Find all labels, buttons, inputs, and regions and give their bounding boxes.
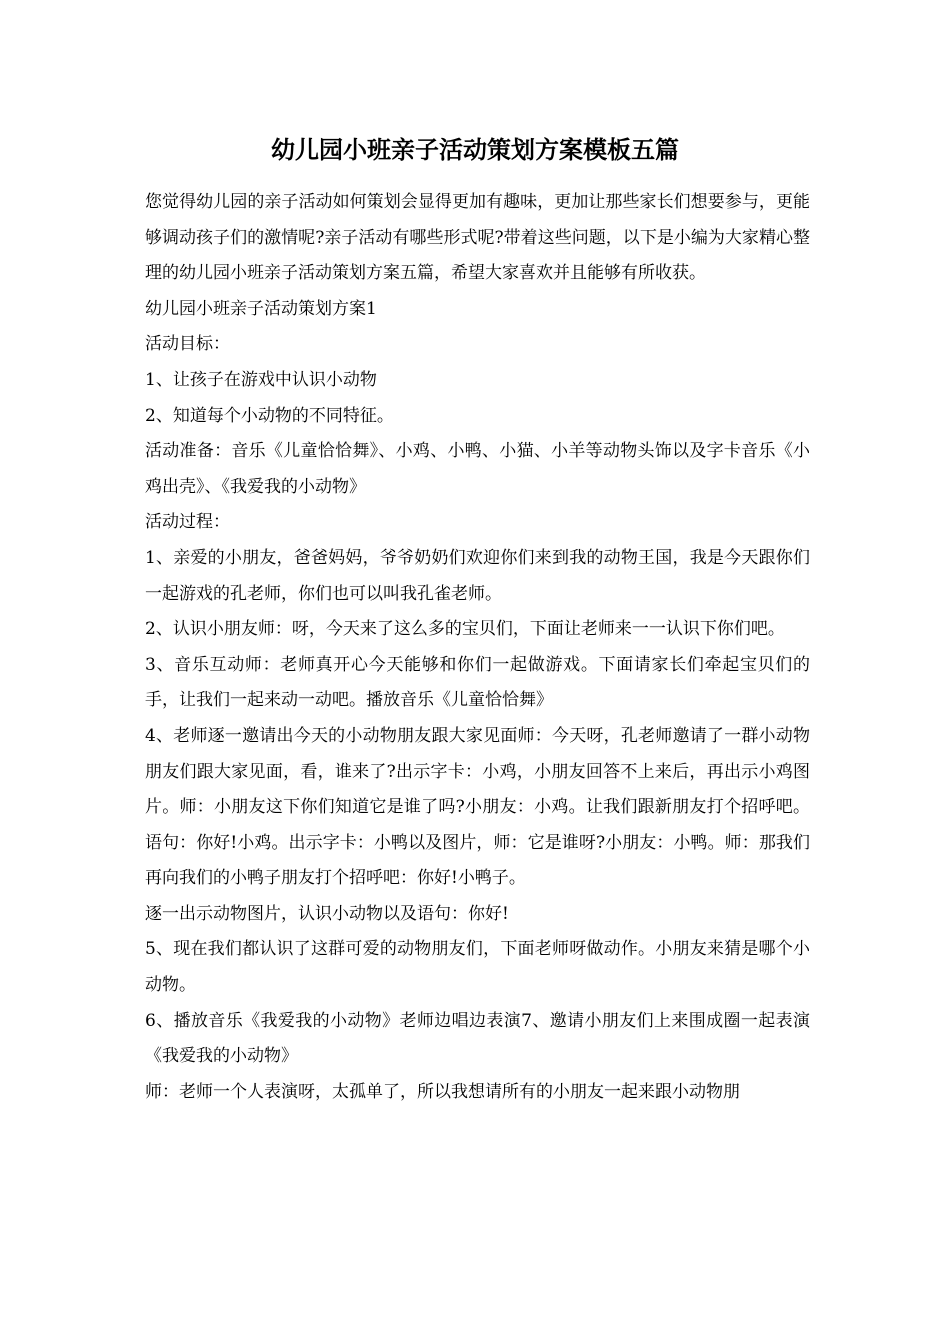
objective-item: 2、知道每个小动物的不同特征。 (145, 405, 394, 426)
document-body (145, 185, 810, 1110)
process-step: 2、认识小朋友师：呀，今天来了这么多的宝贝们，下面让老师来一一认识下你们吧。 (145, 619, 785, 640)
preparation-paragraph: 活动准备：音乐《儿童恰恰舞》、小鸡、小鸭、小猫、小羊等动物头饰以及字卡音乐《小鸡出壳》、《我爱我的小动物》 (145, 441, 810, 497)
process-step: 4、老师逐一邀请出今天的小动物朋友跟大家见面师：今天呀，孔老师邀请了一群小动物朋友们跟大家见面，看，谁来了?出示字卡：小鸡，小朋友回答不上来后，再出示小鸡图片。师：小朋友这下你们知道它是谁了吗?小朋友：小鸡。让我们跟新朋友打个招呼吧。语句：你好!小鸡。出示字卡：小鸭以及图片，师：它是谁呀?小朋友：小鸭。师：那我们再向我们的小鸭子朋友打个招呼吧：你好!小鸭子。 (145, 725, 810, 889)
intro-paragraph: 您觉得幼儿园的亲子活动如何策划会显得更加有趣味，更加让那些家长们想要参与，更能够调动孩子们的激情呢?亲子活动有哪些形式呢?带着这些问题，以下是小编为大家精心整理的幼儿园小班亲子活动策划方案五篇，希望大家喜欢并且能够有所收获。 (145, 192, 810, 284)
objective-item: 1、让孩子在游戏中认识小动物 (145, 369, 377, 390)
process-step: 6、播放音乐《我爱我的小动物》老师边唱边表演7、邀请小朋友们上来围成圈一起表演《我爱我的小动物》 (145, 1010, 810, 1067)
document-title: 幼儿园小班亲子活动策划方案模板五篇 (271, 135, 679, 164)
process-step: 1、亲爱的小朋友，爸爸妈妈，爷爷奶奶们欢迎你们来到我的动物王国，我是今天跟你们一起游戏的孔老师，你们也可以叫我孔雀老师。 (145, 547, 810, 604)
process-step: 5、现在我们都认识了这群可爱的动物朋友们，下面老师呀做动作。小朋友来猜是哪个小动物。 (145, 939, 810, 996)
process-heading: 活动过程： (145, 512, 230, 533)
process-note: 逐一出示动物图片，认识小动物以及语句：你好! (145, 903, 509, 924)
process-step: 3、音乐互动师：老师真开心今天能够和你们一起做游戏。下面请家长们牵起宝贝们的手，让我们一起来动一动吧。播放音乐《儿童恰恰舞》 (145, 654, 810, 711)
process-note: 师：老师一个人表演呀，太孤单了，所以我想请所有的小朋友一起来跟小动物朋 (145, 1081, 740, 1102)
section-heading: 幼儿园小班亲子活动策划方案1 (145, 298, 377, 319)
objectives-heading: 活动目标： (145, 334, 230, 355)
